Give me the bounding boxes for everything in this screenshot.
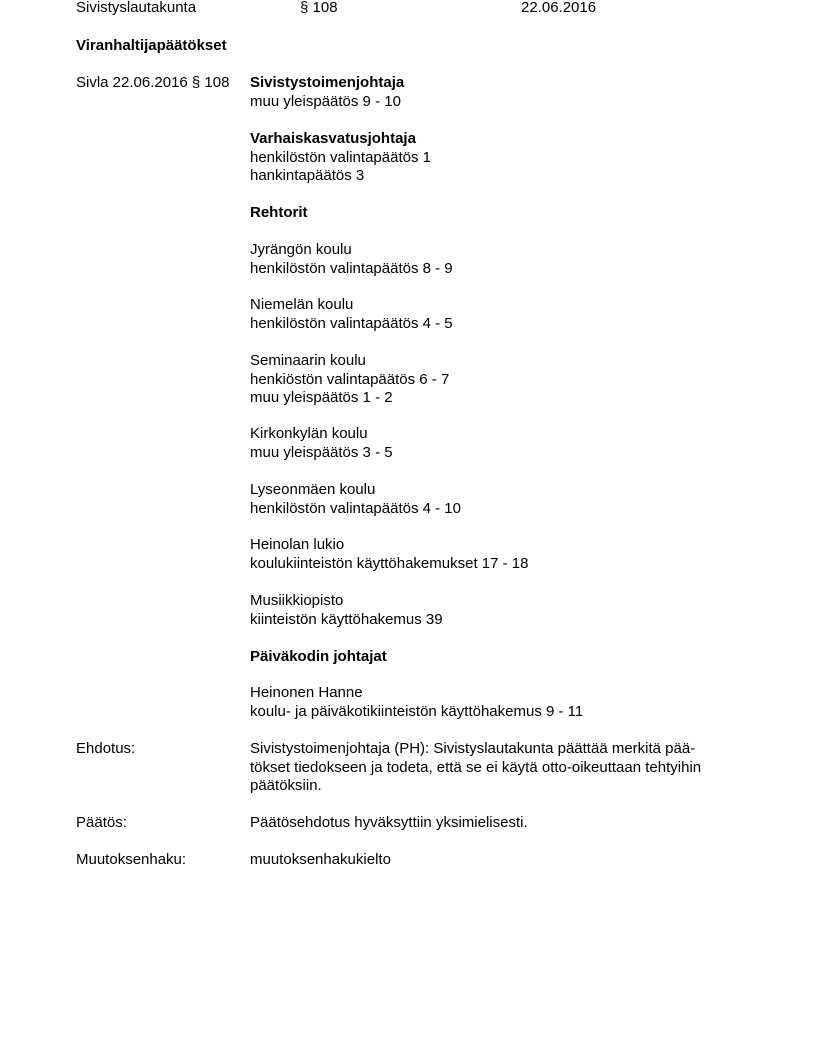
group-sivistystoimenjohtaja <box>250 74 404 111</box>
unit-name: Seminaarin koulu <box>250 352 366 369</box>
proposal-line: tökset tiedokseen ja todeta, että se ei käytä otto-oikeuttaan tehtyihin <box>250 758 702 776</box>
group-heading-rehtorit: Rehtorit <box>250 204 308 221</box>
appeal-text: muutoksenhakukielto <box>250 851 391 868</box>
header-section: § 108 <box>300 0 338 16</box>
decision-line: koulukiinteistön käyttöhakemukset 17 - 18 <box>250 554 529 572</box>
header-board: Sivistyslautakunta <box>76 0 197 16</box>
reference: Sivla 22.06.2016 § 108 <box>76 74 230 91</box>
unit-name: Musiikkiopisto <box>250 592 344 609</box>
appeal-label: Muutoksenhaku: <box>76 851 187 868</box>
decision-line: kiinteistön käyttöhakemus 39 <box>250 610 443 628</box>
unit-block <box>250 481 461 518</box>
decision-text: Päätösehdotus hyväksyttiin yksimielisesti. <box>250 814 528 831</box>
unit-name: Kirkonkylän koulu <box>250 425 368 442</box>
unit-block <box>250 241 453 278</box>
unit-block <box>250 352 449 408</box>
group-heading: Varhaiskasvatusjohtaja <box>250 130 416 147</box>
decision-line: muu yleispäätös 3 - 5 <box>250 443 393 461</box>
proposal-line: päätöksiin. <box>250 777 322 794</box>
unit-block <box>250 684 583 721</box>
proposal-text <box>250 740 701 796</box>
decision-line: muu yleispäätös 9 - 10 <box>250 92 401 110</box>
unit-block <box>250 592 443 629</box>
decision-line: henkilöstön valintapäätös 4 - 5 <box>250 314 453 332</box>
unit-block <box>250 536 529 573</box>
document-title: Viranhaltijapäätökset <box>76 37 227 54</box>
unit-name: Heinonen Hanne <box>250 684 363 701</box>
group-heading: Sivistystoimenjohtaja <box>250 74 405 91</box>
decision-line: henkiöstön valintapäätös 6 - 7 <box>250 370 450 388</box>
decision-line: koulu- ja päiväkotikiinteistön käyttöhakemus 9 - 11 <box>250 702 584 720</box>
header-date: 22.06.2016 <box>521 0 597 16</box>
group-heading-paivakodin-johtajat: Päiväkodin johtajat <box>250 648 387 665</box>
decision-line: muu yleispäätös 1 - 2 <box>250 389 393 406</box>
unit-name: Niemelän koulu <box>250 296 354 313</box>
proposal-line: Sivistystoimenjohtaja (PH): Sivistyslautakunta päättää merkitä pää- <box>250 740 696 757</box>
unit-block <box>250 425 393 462</box>
group-varhaiskasvatusjohtaja <box>250 130 431 186</box>
unit-block <box>250 296 453 333</box>
unit-name: Lyseonmäen koulu <box>250 481 376 498</box>
unit-name: Jyrängön koulu <box>250 241 352 258</box>
decision-line: henkilöstön valintapäätös 8 - 9 <box>250 259 453 277</box>
decision-line: henkilöstön valintapäätös 1 <box>250 148 431 166</box>
unit-name: Heinolan lukio <box>250 536 345 553</box>
proposal-label: Ehdotus: <box>76 740 136 757</box>
decision-label: Päätös: <box>76 814 127 831</box>
decision-line: hankintapäätös 3 <box>250 167 365 184</box>
decision-line: henkilöstön valintapäätös 4 - 10 <box>250 499 461 517</box>
